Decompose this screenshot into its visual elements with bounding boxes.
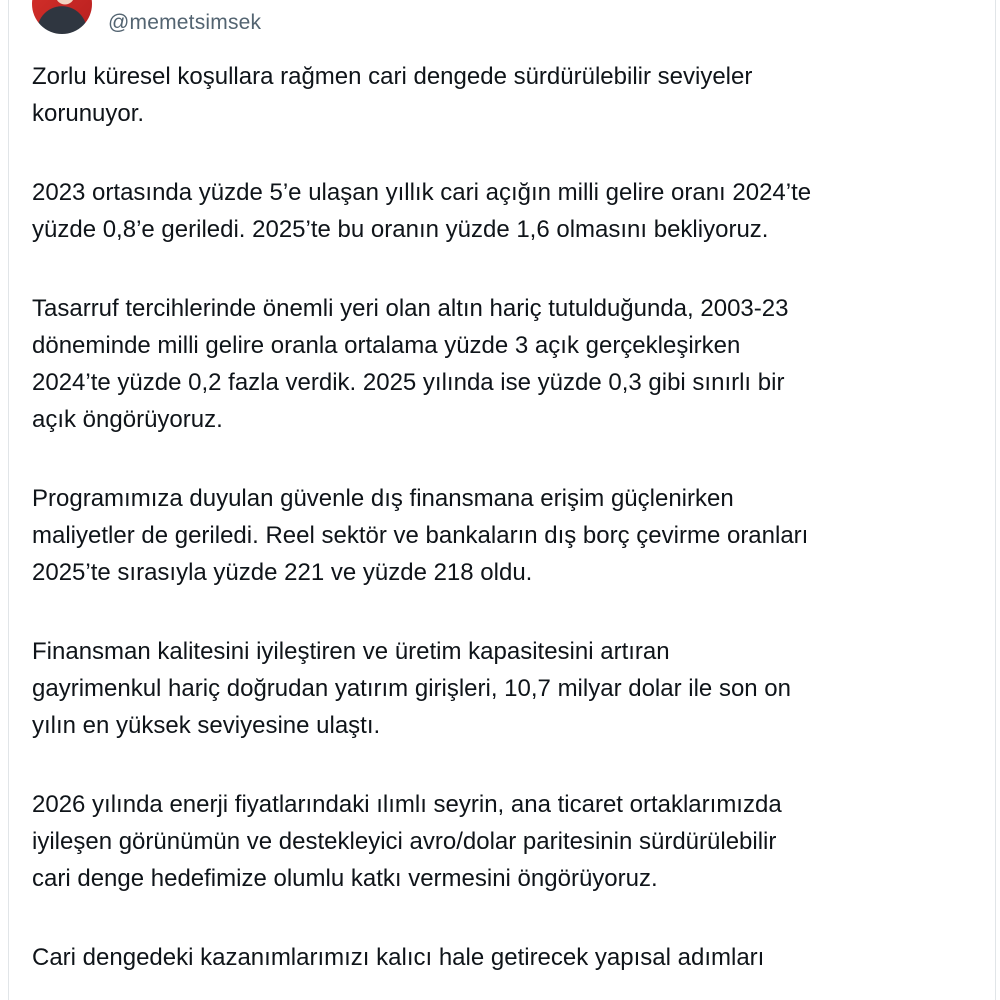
avatar[interactable] [32, 0, 92, 34]
tweet-paragraph-5: Finansman kalitesini iyileştiren ve üretim kapasitesini artıran gayrimenkul hariç doğrudan yatırım girişleri, 10,7 milyar dolar ile son on yılın en yüksek seviyesine ulaştı. [32, 638, 791, 739]
card-right-border [995, 0, 996, 1000]
tweet-paragraph-3: Tasarruf tercihlerinde önemli yeri olan altın hariç tutulduğunda, 2003-23 döneminde milli gelire oranla ortalama yüzde 3 açık gerçekleşirken 2024’te yüzde 0,2 fazla verdik. 2025 yılında ise yüzde 0,3 gibi sınırlı bir açık öngörüyoruz. [32, 295, 789, 433]
card-left-border [8, 0, 9, 1000]
tweet-paragraph-1: Zorlu küresel koşullara rağmen cari dengede sürdürülebilir seviyeler korunuyor. [32, 63, 753, 127]
tweet-paragraph-2: 2023 ortasında yüzde 5’e ulaşan yıllık cari açığın milli gelire oranı 2024’te yüzde 0,8’e geriledi. 2025’te bu oranın yüzde 1,6 olmasını bekliyoruz. [32, 179, 812, 243]
tweet-paragraph-6: 2026 yılında enerji fiyatlarındaki ılımlı seyrin, ana ticaret ortaklarımızda iyileşen görünümün ve destekleyici avro/dolar paritesinin sürdürülebilir cari denge hedefimize olumlu katkı vermesini öngörüyoruz. [32, 791, 782, 892]
author-handle[interactable]: @memetsimsek [108, 11, 262, 34]
tweet-paragraph-7: Cari dengedeki kazanımlarımızı kalıcı hale getirecek yapısal adımları [32, 944, 765, 971]
tweet-header [32, 0, 261, 34]
tweet-text [32, 58, 977, 1000]
tweet-paragraph-4: Programımıza duyulan güvenle dış finansmana erişim güçlenirken maliyetler de geriledi. Reel sektör ve bankaların dış borç çevirme oranları 2025’te sırasıyla yüzde 221 ve yüzde 218 oldu. [32, 485, 809, 586]
